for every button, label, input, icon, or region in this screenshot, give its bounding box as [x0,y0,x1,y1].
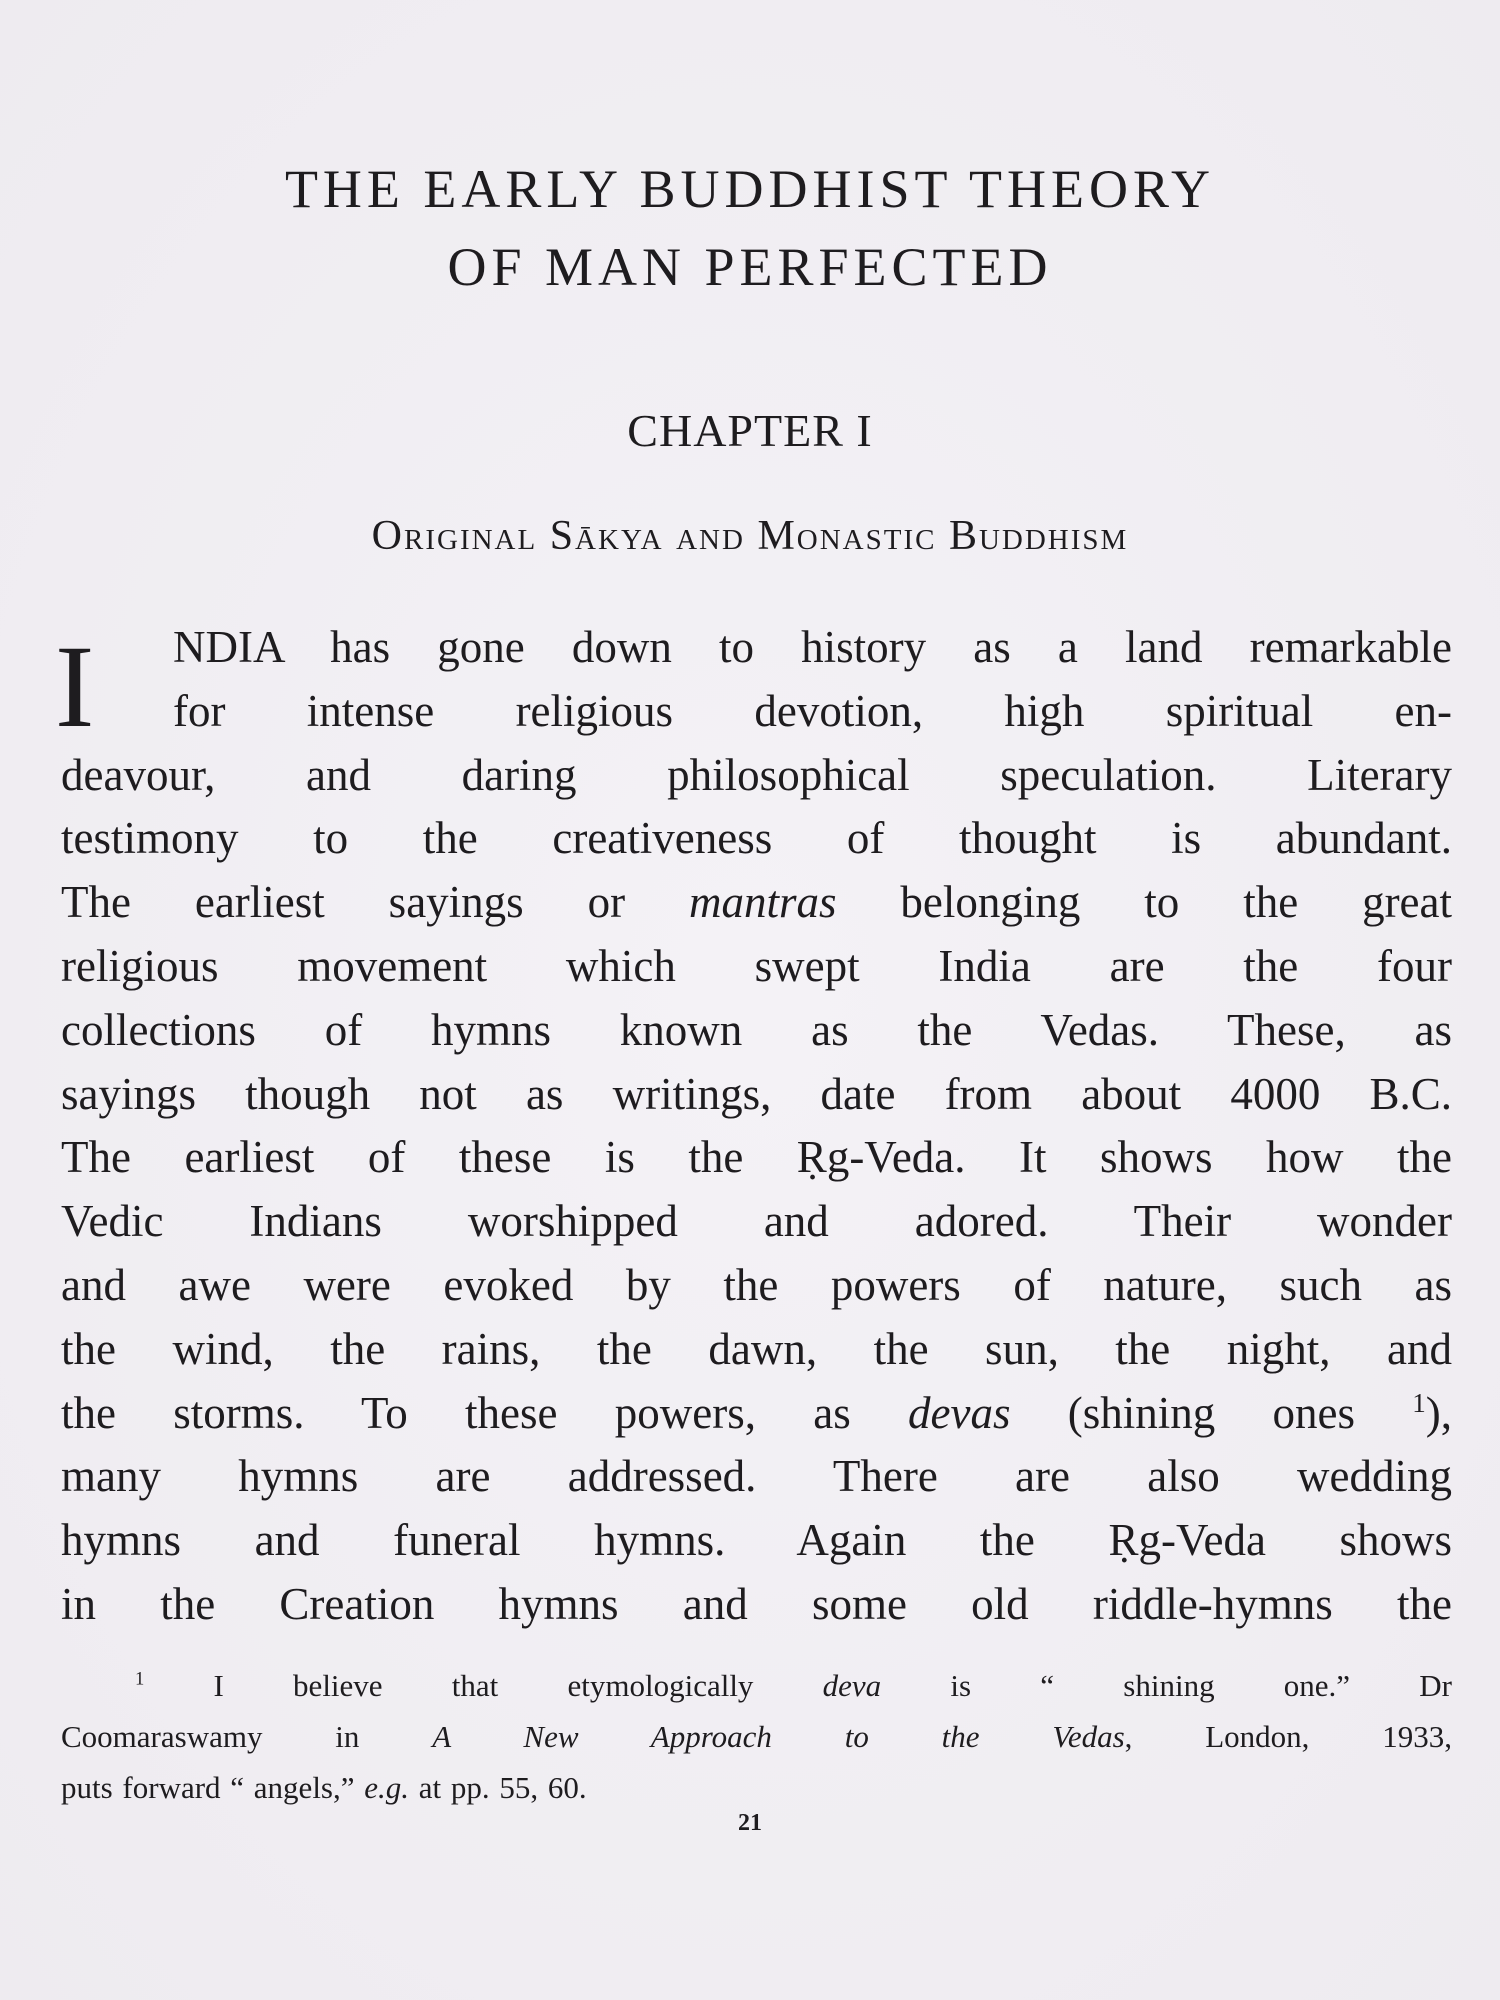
body-text [61,616,1452,1637]
italic-text: A New Approach to the Vedas [432,1719,1125,1754]
italic-text: mantras [688,877,837,928]
text-line [61,1445,1452,1509]
text-line [61,680,1452,744]
text-segment: collections of hymns known as the Vedas. These, as [61,1004,1452,1055]
text-segment: ), [1425,1387,1452,1438]
italic-text: deva [822,1668,882,1703]
text-line [61,1254,1452,1318]
text-line [61,1382,1452,1446]
chapter-subtitle: Original Sākya and Monastic Buddhism [371,513,1129,559]
text-line [61,999,1452,1063]
text-line [61,1509,1452,1573]
text-line [61,935,1452,999]
text-segment: at pp. 55, 60. [409,1770,587,1805]
italic-text: e.g. [364,1770,410,1805]
text-segment: testimony to the creativeness of thought is abundant. [61,813,1452,864]
chapter-heading: CHAPTER I [627,405,873,456]
text-segment: many hymns are addressed. There are also wedding [61,1451,1452,1502]
text-line [61,1063,1452,1127]
text-segment: deavour, and daring philosophical speculation. Literary [61,749,1452,800]
text-line [61,1573,1452,1637]
text-segment: hymns and funeral hymns. Again the Ṛg-Veda shows [61,1515,1452,1566]
footnote-marker: 1 [135,1668,145,1690]
footnote-line [61,1762,1452,1813]
text-segment: the wind, the rains, the dawn, the sun, the night, and [61,1323,1452,1374]
text-line [61,616,1452,680]
text-segment: in the Creation hymns and some old riddle-hymns the [61,1578,1452,1629]
book-title-line-2: OF MAN PERFECTED [447,237,1053,297]
text-segment: sayings though not as writings, date from about 4000 B.C. [61,1068,1452,1119]
text-segment: I believe that etymologically [144,1668,823,1703]
text-line [61,1318,1452,1382]
page-number: 21 [738,1810,762,1836]
book-title-line-1: THE EARLY BUDDHIST THEORY [284,159,1216,219]
drop-cap: I [55,621,95,752]
footnote-marker: 1 [1412,1387,1426,1418]
text-segment: the storms. To these powers, as [61,1387,908,1438]
text-segment: Coomaraswamy in [61,1719,433,1754]
text-segment: The earliest of these is the Ṛg-Veda. It shows how the [61,1132,1452,1183]
text-segment: (shining ones [1010,1387,1413,1438]
text-segment: Vedic Indians worshipped and adored. Their wonder [61,1196,1452,1247]
text-segment: puts forward “ angels,” [61,1770,365,1805]
footnote [61,1660,1452,1813]
text-line [61,744,1452,808]
footnote-line [61,1660,1452,1711]
text-line [61,1190,1452,1254]
text-segment: is “ shining one.” Dr [881,1668,1452,1703]
italic-text: devas [908,1387,1011,1438]
text-segment: and awe were evoked by the powers of nature, such as [61,1259,1452,1310]
text-segment: NDIA has gone down to history as a land remarkable [173,622,1452,672]
footnote-line [61,1711,1452,1762]
text-segment: , London, 1933, [1124,1719,1452,1754]
text-segment: religious movement which swept India are the four [61,940,1452,991]
text-segment: for intense religious devotion, high spiritual en- [173,685,1452,736]
text-segment: The earliest sayings or [61,877,689,928]
text-line [61,807,1452,871]
text-segment: belonging to the great [836,877,1453,928]
text-line [61,871,1452,935]
text-line [61,1126,1452,1190]
